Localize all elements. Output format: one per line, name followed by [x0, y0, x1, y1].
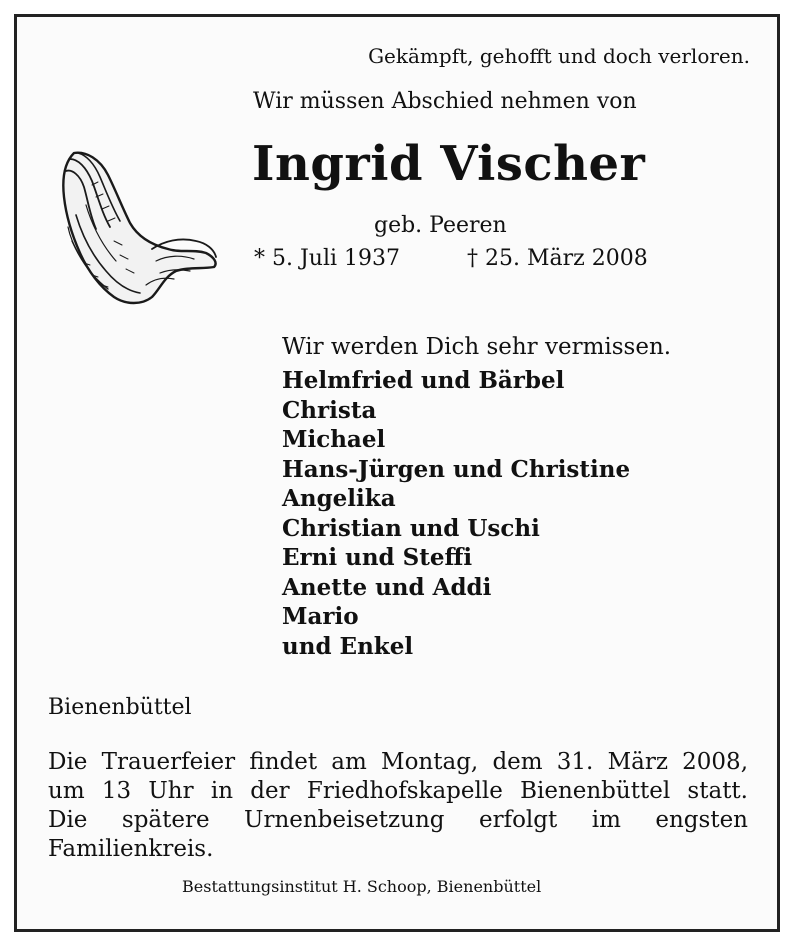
birth-date: * 5. Juli 1937	[254, 246, 401, 271]
mourner-name: Erni und Steffi	[282, 544, 473, 571]
death-date: † 25. März 2008	[467, 246, 648, 271]
deceased-name: Ingrid Vischer	[252, 136, 646, 192]
mourner-name: Michael	[282, 426, 386, 453]
service-line: um 13 Uhr in der Friedhofskapelle Bienenbüttel statt.	[48, 778, 748, 804]
service-line: Familienkreis.	[48, 836, 214, 862]
service-line: Die spätere Urnenbeisetzung erfolgt im engsten	[48, 807, 748, 833]
service-line: Die Trauerfeier findet am Montag, dem 31. März 2008,	[48, 749, 748, 775]
praying-hands-icon	[56, 145, 226, 315]
mourner-name: Christian und Uschi	[282, 514, 540, 542]
mourner-name: Mario	[282, 603, 359, 630]
undertaker-text: Bestattungsinstitut H. Schoop, Bienenbüttel	[182, 877, 542, 896]
mourner-name: Hans-Jürgen und Christine	[282, 455, 631, 483]
mourner-name: Christa	[282, 396, 377, 424]
intro-text: Wir müssen Abschied nehmen von	[253, 89, 637, 114]
mourner-name: Angelika	[282, 485, 396, 512]
mourner-name: Helmfried und Bärbel	[282, 367, 565, 394]
motto-text: Gekämpft, gehofft und doch verloren.	[368, 44, 750, 68]
maiden-name: geb. Peeren	[374, 213, 507, 238]
mourners-list	[282, 366, 630, 661]
place-text: Bienenbüttel	[48, 695, 192, 720]
mourner-name: und Enkel	[282, 632, 414, 660]
miss-line: Wir werden Dich sehr vermissen.	[282, 334, 672, 360]
mourner-name: Anette und Addi	[282, 573, 492, 601]
service-paragraph	[48, 748, 748, 864]
